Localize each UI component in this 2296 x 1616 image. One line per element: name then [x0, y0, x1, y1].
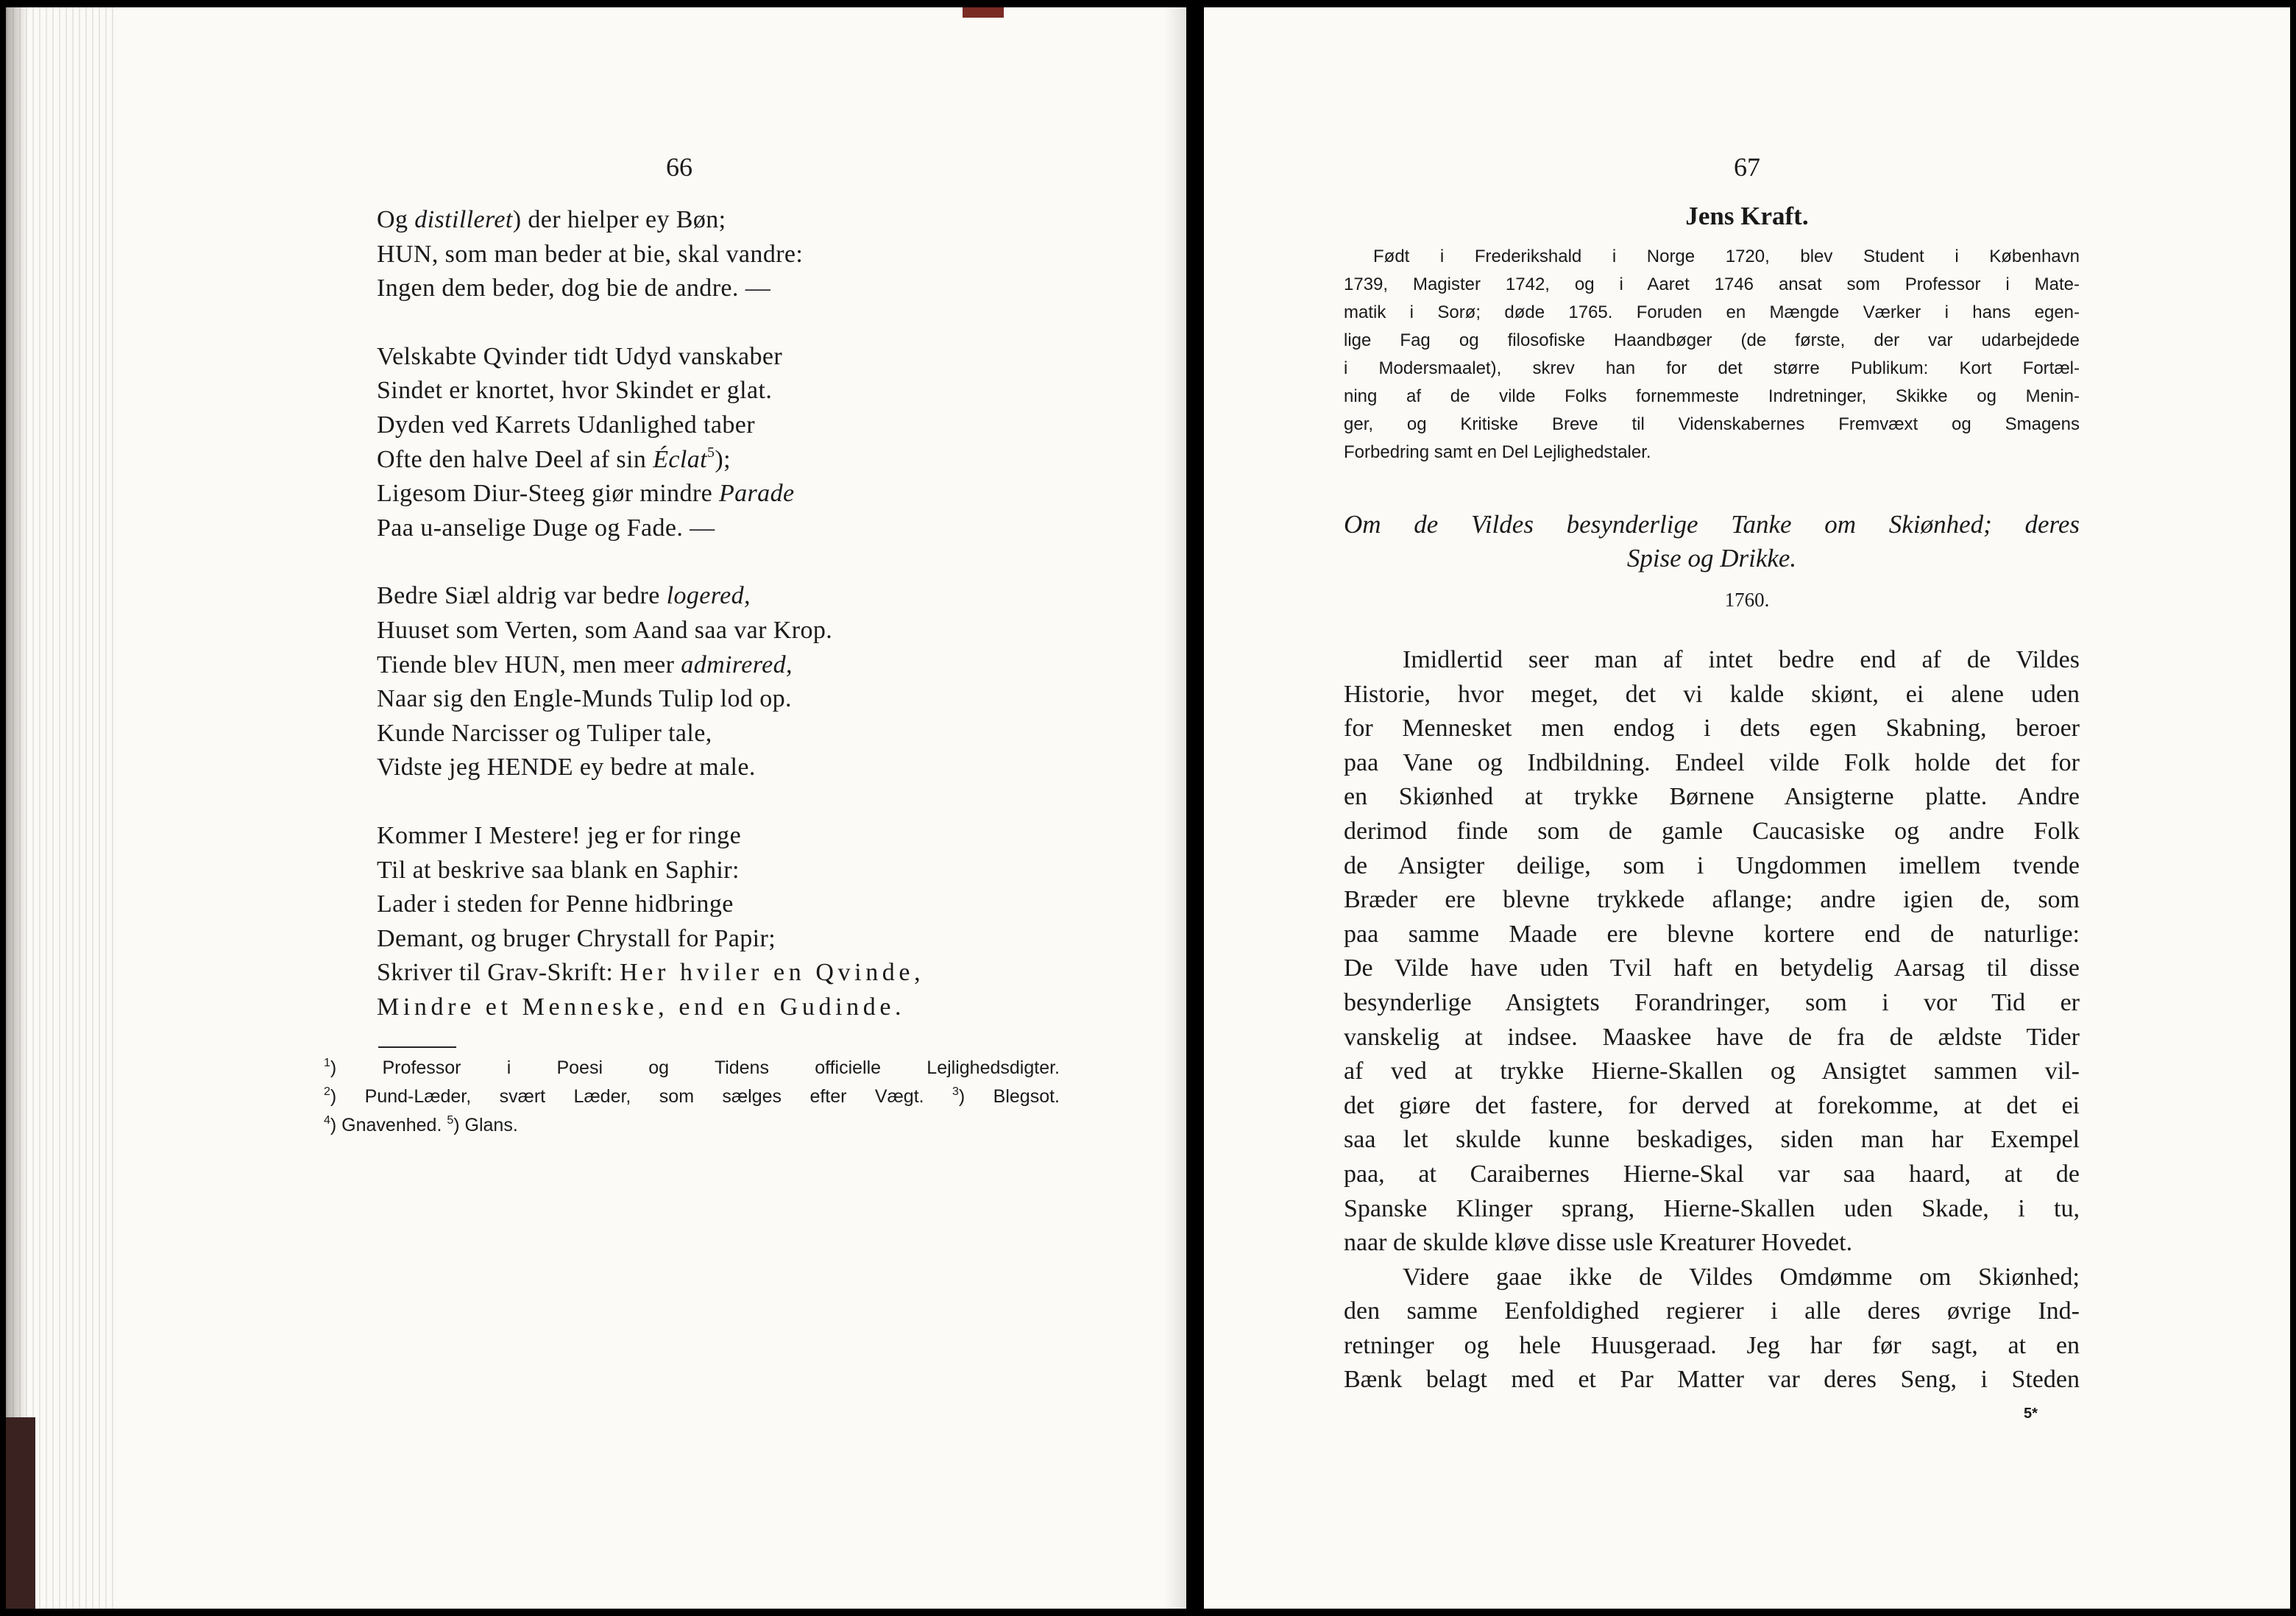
body-line: paa Vane og Indbildning. Endeel vilde Folk holde det for	[1344, 748, 2080, 776]
body-line: vanskelig at indsee. Maaskee have de fra de ældste Tider	[1344, 1023, 2080, 1051]
body-line: Historie, hvor meget, det vi kalde skiønt, ei alene uden	[1344, 680, 2080, 708]
bio-line: ger, og Kritiske Breve til Videnskabernes Fremvæxt og Smagens	[1344, 414, 2080, 434]
footnotes	[324, 1054, 1060, 1140]
body-line: De Vilde have uden Tvil haft en betydelig Aarsag til disse	[1344, 954, 2080, 982]
stanza	[377, 819, 1113, 1025]
body-line: paa samme Maade ere blevne kortere end de naturlige:	[1344, 920, 2080, 948]
essay-title-line: Om de Vildes besynderlige Tanke om Skiønhed; deres	[1344, 510, 2080, 539]
essay-title-line: Spise og Drikke.	[1626, 544, 1797, 573]
cover-edge	[6, 1417, 35, 1609]
essay-year: 1760.	[1724, 589, 1770, 611]
bio-line: ning af de vilde Folks fornemmeste Indretninger, Skikke og Menin-	[1344, 386, 2080, 406]
body-line: derimod finde som de gamle Caucasiske og andre Folk	[1344, 817, 2080, 845]
verse-line: Demant, og bruger Chrystall for Papir;	[377, 924, 776, 952]
essay-body	[1344, 643, 2080, 1397]
body-line: den samme Eenfoldighed regierer i alle deres øvrige Ind-	[1344, 1297, 2080, 1325]
verse-line: Sindet er knortet, hvor Skindet er glat.	[377, 377, 773, 405]
body-line: besynderlige Ansigtets Forandringer, som i vor Tid er	[1344, 988, 2080, 1016]
body-line: naar de skulde kløve disse usle Kreaturer Hovedet.	[1344, 1229, 1853, 1257]
body-line: en Skiønhed at trykke Børnene Ansigterne platte. Andre	[1344, 783, 2080, 811]
poem	[377, 203, 1113, 1058]
footnote-rule	[378, 1046, 456, 1048]
bio-line: 1739, Magister 1742, og i Aaret 1746 ansat som Professor i Mate-	[1344, 274, 2080, 294]
body-line: Bænk belagt med et Par Matter var deres Seng, i Steden	[1344, 1366, 2080, 1394]
body-line: paa, at Caraibernes Hierne-Skal var saa haard, at de	[1344, 1160, 2080, 1188]
body-line: det giøre det fastere, for derved at forekomme, at det ei	[1344, 1091, 2080, 1119]
gutter-shadow	[1164, 7, 1186, 1609]
signature-mark: 5*	[2024, 1406, 2038, 1422]
page-number-left: 66	[666, 152, 692, 182]
footnote: $^4$) Gnavenhed. $^5$) Glans.	[324, 1114, 518, 1135]
verse-line: Huuset som Verten, som Aand saa var Krop.	[377, 616, 833, 644]
body-line: Bræder ere blevne trykkede aflange; andre igien de, som	[1344, 886, 2080, 914]
bio-line: Født i Frederikshald i Norge 1720, blev Student i København	[1373, 247, 2080, 266]
verse-line: Kommer I Mestere! jeg er for ringe	[377, 821, 742, 849]
verse-line: Ligesom Diur-Steeg giør mindre Parade	[377, 480, 795, 508]
verse-line: Kunde Narcisser og Tuliper tale,	[377, 719, 712, 747]
page-number-right: 67	[1734, 152, 1760, 182]
body-line: retninger og hele Huusgeraad. Jeg har før sagt, at en	[1344, 1331, 2080, 1359]
body-line: for Mennesket men endog i dets egen Skabning, beroer	[1344, 715, 2080, 743]
verse-line: Bedre Siæl aldrig var bedre logered,	[377, 582, 751, 610]
bio-line: Forbedring samt en Del Lejlighedstaler.	[1344, 442, 1651, 462]
body-line: saa let skulde kunne beskadiges, siden man har Exempel	[1344, 1126, 2080, 1154]
verse-line: Og distilleret) der hielper ey Bøn;	[377, 206, 726, 233]
body-line: af ved at trykke Hierne-Skallen og Ansigtet sammen vil-	[1344, 1057, 2080, 1085]
right-page	[1204, 7, 2290, 1609]
verse-line: Velskabte Qvinder tidt Udyd vanskaber	[377, 342, 783, 370]
body-line: Spanske Klinger sprang, Hierne-Skallen uden Skade, i tu,	[1344, 1194, 2080, 1222]
left-page	[6, 7, 1186, 1609]
bookmark-ribbon	[963, 7, 1004, 18]
bio-line: matik i Sorø; døde 1765. Foruden en Mængde Værker i hans egen-	[1344, 302, 2080, 322]
verse-line: Naar sig den Engle-Munds Tulip lod op.	[377, 685, 792, 713]
footnote: $^1$) Professor i Poesi og Tidens officielle Lejlighedsdigter.	[324, 1057, 1060, 1078]
verse-line: Lader i steden for Penne hidbringe	[377, 890, 734, 918]
essay-title	[1344, 508, 2080, 575]
verse-line: HUN, som man beder at bie, skal vandre:	[377, 240, 804, 268]
body-line: Imidlertid seer man af intet bedre end af de Vildes	[1403, 646, 2080, 673]
footnote: $^2$) Pund-Læder, svært Læder, som sælges efter Vægt. $^3$) Blegsot.	[324, 1085, 1060, 1107]
verse-line: Skriver til Grav-Skrift: Her hviler en Qvinde,	[377, 959, 925, 987]
author-biography	[1344, 243, 2080, 467]
stanza	[377, 203, 1113, 306]
verse-line: Mindre et Menneske, end en Gudinde.	[377, 993, 906, 1021]
verse-line: Vidste jeg HENDE ey bedre at male.	[377, 754, 756, 782]
bio-line: lige Fag og filosofiske Haandbøger (de første, der var udarbejdede	[1344, 330, 2080, 350]
verse-line: Paa u-anselige Duge og Fade. —	[377, 514, 715, 542]
verse-line: Til at beskrive saa blank en Saphir:	[377, 856, 740, 884]
stanza	[377, 579, 1113, 785]
body-line: de Ansigter deilige, som i Ungdommen imellem tvende	[1344, 851, 2080, 879]
verse-line: Ingen dem beder, dog bie de andre. —	[377, 274, 771, 302]
binding-edge	[6, 7, 116, 1609]
stanza	[377, 340, 1113, 546]
body-line: Videre gaae ikke de Vildes Omdømme om Skiønhed;	[1403, 1263, 2080, 1291]
verse-line: Tiende blev HUN, men meer admirered,	[377, 651, 793, 678]
bio-line: i Modersmaalet), skrev han for det større Publikum: Kort Fortæl-	[1344, 358, 2080, 378]
verse-line: Dyden ved Karrets Udanlighed taber	[377, 411, 755, 439]
author-heading: Jens Kraft.	[1685, 202, 1809, 230]
verse-line: Ofte den halve Deel af sin Éclat$^5$);	[377, 444, 731, 473]
